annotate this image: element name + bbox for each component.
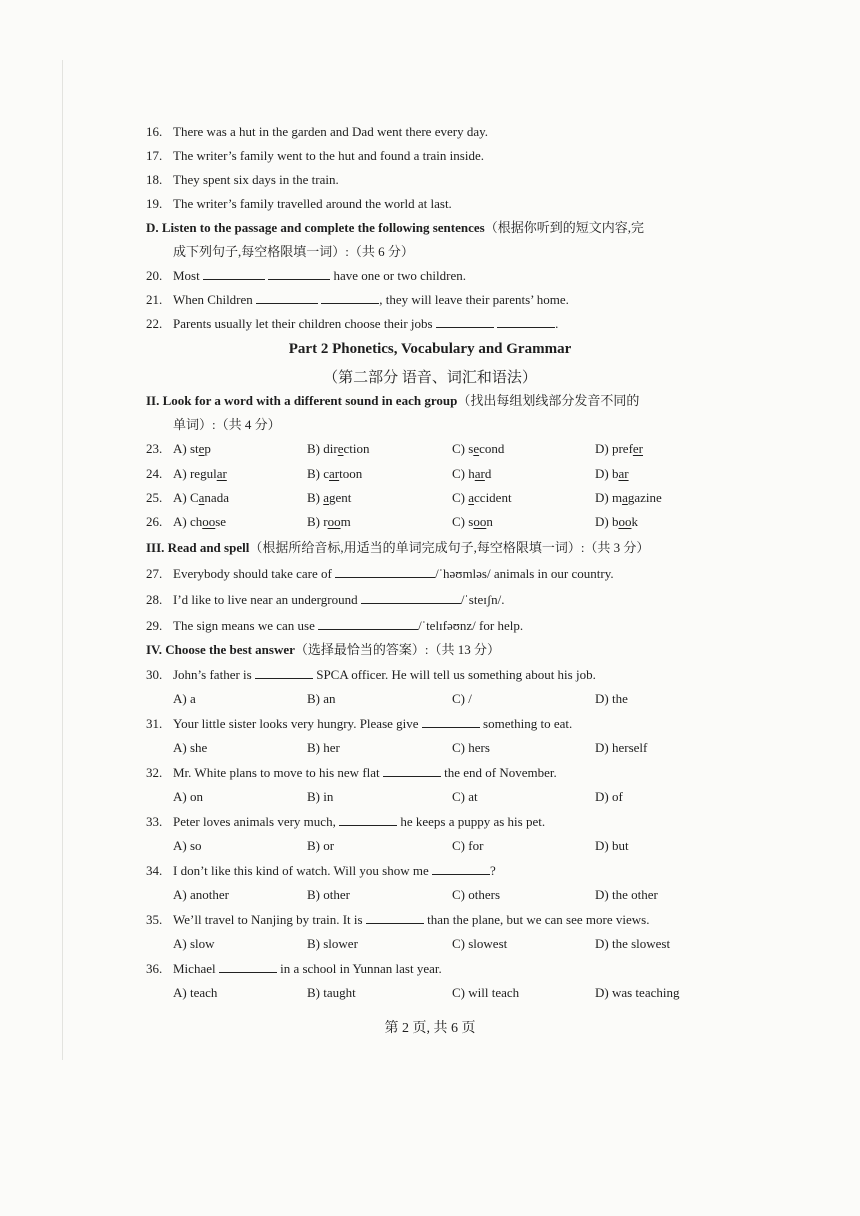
- statement-19: 19. The writer’s family travelled around the world at last.: [146, 196, 452, 211]
- option-b[interactable]: B) room: [307, 514, 351, 529]
- question-stem: 30. John’s father is SPCA officer. He will tell us something about his job.: [146, 667, 596, 682]
- answer-option[interactable]: C) for: [452, 838, 484, 853]
- answer-option[interactable]: B) in: [307, 789, 334, 804]
- question-27: 27. Everybody should take care of /ˈhəʊmləs/ animals in our country.: [146, 566, 614, 581]
- option-b[interactable]: B) cartoon: [307, 466, 363, 481]
- section-d-heading: D. Listen to the passage and complete the following sentences（根据你听到的短文内容,完: [146, 220, 644, 235]
- answer-option[interactable]: C) hers: [452, 740, 490, 755]
- answer-blank[interactable]: [321, 292, 379, 304]
- option-a[interactable]: A) Canada: [173, 490, 229, 505]
- answer-option[interactable]: A) another: [173, 887, 229, 902]
- answer-option[interactable]: C) others: [452, 887, 501, 902]
- answer-blank[interactable]: [432, 863, 490, 875]
- question-29: 29. The sign means we can use /ˈtelɪfəʊnz/ for help.: [146, 618, 524, 633]
- question-number: 23.: [146, 441, 163, 456]
- statement-17: 17. The writer’s family went to the hut and found a train inside.: [146, 148, 484, 163]
- answer-option[interactable]: C) slowest: [452, 936, 508, 951]
- answer-option[interactable]: D) of: [595, 789, 623, 804]
- answer-option[interactable]: B) an: [307, 691, 336, 706]
- answer-option[interactable]: B) slower: [307, 936, 358, 951]
- question-stem: 32. Mr. White plans to move to his new flat the end of November.: [146, 765, 557, 780]
- answer-option[interactable]: D) the: [595, 691, 628, 706]
- answer-option[interactable]: C) will teach: [452, 985, 520, 1000]
- option-c[interactable]: C) second: [452, 441, 505, 456]
- option-b[interactable]: B) direction: [307, 441, 370, 456]
- option-a[interactable]: A) regular: [173, 466, 227, 481]
- option-c[interactable]: C) soon: [452, 514, 493, 529]
- question-22: 22. Parents usually let their children choose their jobs .: [146, 316, 559, 331]
- answer-option[interactable]: A) so: [173, 838, 202, 853]
- answer-option[interactable]: B) or: [307, 838, 335, 853]
- answer-blank[interactable]: [422, 716, 480, 728]
- answer-option[interactable]: D) was teaching: [595, 985, 680, 1000]
- question-stem: 36. Michael in a school in Yunnan last year.: [146, 961, 442, 976]
- answer-blank[interactable]: [255, 667, 313, 679]
- answer-option[interactable]: D) herself: [595, 740, 648, 755]
- section-iii-heading: III. Read and spell（根据所给音标,用适当的单词完成句子,每空格限填一词）:（共 3 分）: [146, 540, 650, 555]
- question-21: 21. When Children , they will leave their parents’ home.: [146, 292, 569, 307]
- option-b[interactable]: B) agent: [307, 490, 352, 505]
- answer-option[interactable]: A) she: [173, 740, 208, 755]
- section-d-heading-cont: 成下列句子,每空格限填一词）:（共 6 分）: [173, 244, 414, 259]
- statement-18: 18. They spent six days in the train.: [146, 172, 339, 187]
- answer-blank[interactable]: [497, 316, 555, 328]
- option-d[interactable]: D) bar: [595, 466, 629, 481]
- answer-blank[interactable]: [383, 765, 441, 777]
- answer-option[interactable]: D) the slowest: [595, 936, 671, 951]
- answer-option[interactable]: C) at: [452, 789, 478, 804]
- answer-option[interactable]: C) /: [452, 691, 472, 706]
- question-stem: 35. We’ll travel to Nanjing by train. It is than the plane, but we can see more views.: [146, 912, 650, 927]
- answer-blank[interactable]: [256, 292, 318, 304]
- part-2-subtitle: （第二部分 语音、词汇和语法）: [323, 370, 537, 386]
- question-stem: 33. Peter loves animals very much, he keeps a puppy as his pet.: [146, 814, 546, 829]
- question-28: 28. I’d like to live near an underground /ˈsteɪʃn/.: [146, 592, 505, 607]
- page-footer: 第 2 页, 共 6 页: [384, 1021, 476, 1036]
- option-c[interactable]: C) accident: [452, 490, 512, 505]
- answer-blank[interactable]: [361, 592, 461, 604]
- answer-option[interactable]: D) but: [595, 838, 629, 853]
- answer-blank[interactable]: [436, 316, 494, 328]
- section-ii-heading-cont: 单词）:（共 4 分）: [173, 417, 281, 432]
- answer-option[interactable]: B) other: [307, 887, 350, 902]
- answer-option[interactable]: B) her: [307, 740, 340, 755]
- section-ii-heading: II. Look for a word with a different sound in each group（找出每组划线部分发音不同的: [146, 393, 640, 408]
- answer-option[interactable]: A) a: [173, 691, 196, 706]
- question-number: 24.: [146, 466, 163, 481]
- part-2-title: Part 2 Phonetics, Vocabulary and Grammar: [288, 341, 572, 357]
- answer-blank[interactable]: [268, 268, 330, 280]
- option-a[interactable]: A) choose: [173, 514, 227, 529]
- answer-blank[interactable]: [219, 961, 277, 973]
- option-d[interactable]: D) book: [595, 514, 638, 529]
- answer-blank[interactable]: [366, 912, 424, 924]
- question-20: 20. Most have one or two children.: [146, 268, 466, 283]
- answer-blank[interactable]: [335, 566, 435, 578]
- question-stem: 34. I don’t like this kind of watch. Will you show me ?: [146, 863, 496, 878]
- answer-blank[interactable]: [203, 268, 265, 280]
- statement-16: 16. There was a hut in the garden and Dad went there every day.: [146, 124, 488, 139]
- section-iv-heading: IV. Choose the best answer（选择最恰当的答案）:（共 13 分）: [146, 642, 501, 657]
- answer-option[interactable]: B) taught: [307, 985, 356, 1000]
- answer-blank[interactable]: [339, 814, 397, 826]
- answer-option[interactable]: D) the other: [595, 887, 658, 902]
- question-number: 26.: [146, 514, 163, 529]
- option-d[interactable]: D) prefer: [595, 441, 644, 456]
- answer-option[interactable]: A) on: [173, 789, 203, 804]
- answer-option[interactable]: A) teach: [173, 985, 218, 1000]
- option-c[interactable]: C) hard: [452, 466, 492, 481]
- question-number: 25.: [146, 490, 163, 505]
- answer-blank[interactable]: [318, 618, 418, 630]
- question-stem: 31. Your little sister looks very hungry. Please give something to eat.: [146, 716, 573, 731]
- answer-option[interactable]: A) slow: [173, 936, 215, 951]
- option-d[interactable]: D) magazine: [595, 490, 662, 505]
- option-a[interactable]: A) step: [173, 441, 211, 456]
